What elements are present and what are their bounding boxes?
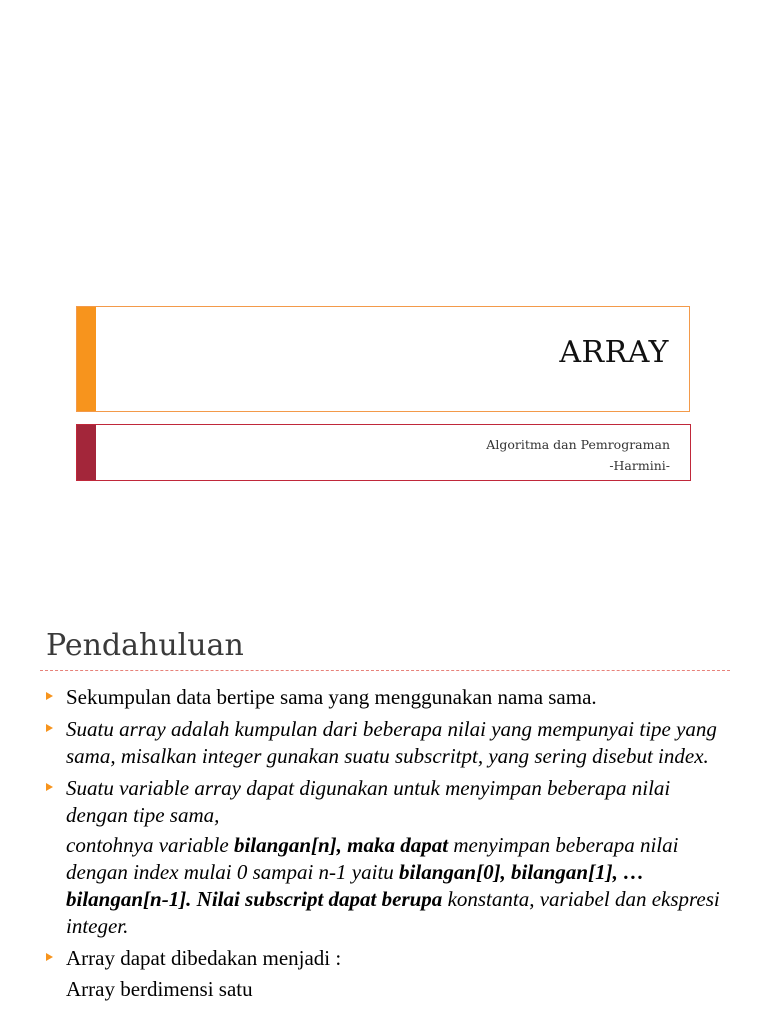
bullet-text: Array dapat dibedakan menjadi :	[66, 946, 342, 970]
triangle-bullet-icon	[46, 783, 53, 791]
sub-list-item: Array berdimensi satu	[66, 977, 253, 1001]
para-text: konstanta, variabel dan ekspresi integer.	[66, 887, 720, 938]
bullet-item	[44, 775, 734, 829]
para-bold-text: bilangan[n], maka dapat	[233, 833, 449, 857]
triangle-bullet-icon	[46, 724, 53, 732]
subtitle-line-2: -Harmini-	[609, 458, 670, 473]
subtitle-accent-bar	[77, 425, 96, 480]
para-text: contohnya variable	[66, 833, 234, 857]
section-title: Pendahuluan	[46, 628, 244, 663]
triangle-bullet-icon	[46, 953, 53, 961]
example-paragraph	[44, 832, 734, 940]
bullet-text: Sekumpulan data bertipe sama yang menggunakan nama sama.	[66, 685, 597, 709]
bullet-item	[44, 684, 734, 711]
subtitle-text	[486, 434, 670, 476]
title-placeholder	[76, 306, 690, 412]
title-accent-bar	[77, 307, 96, 411]
bullet-text: Suatu variable array dapat digunakan untuk menyimpan beberapa nilai dengan tipe sama,	[66, 776, 671, 827]
subtitle-line-1: Algoritma dan Pemrograman	[486, 437, 670, 452]
triangle-bullet-icon	[46, 692, 53, 700]
slide-title: ARRAY	[559, 335, 669, 370]
para-text: menyimpan beberapa nilai dengan index mulai 0 sampai n-1 yaitu	[66, 833, 679, 884]
bullet-item	[44, 716, 734, 770]
para-bold-text: bilangan[0], bilangan[1], … bilangan[n-1]. Nilai subscript dapat berupa	[66, 860, 645, 911]
content-body	[44, 684, 734, 1003]
subtitle-placeholder	[76, 424, 691, 481]
bullet-text: Suatu array adalah kumpulan dari beberapa nilai yang mempunyai tipe yang sama, misalkan integer gunakan suatu subscritpt, yang sering disebut index.	[66, 717, 717, 768]
bullet-item	[44, 945, 734, 972]
title-divider	[40, 670, 730, 671]
